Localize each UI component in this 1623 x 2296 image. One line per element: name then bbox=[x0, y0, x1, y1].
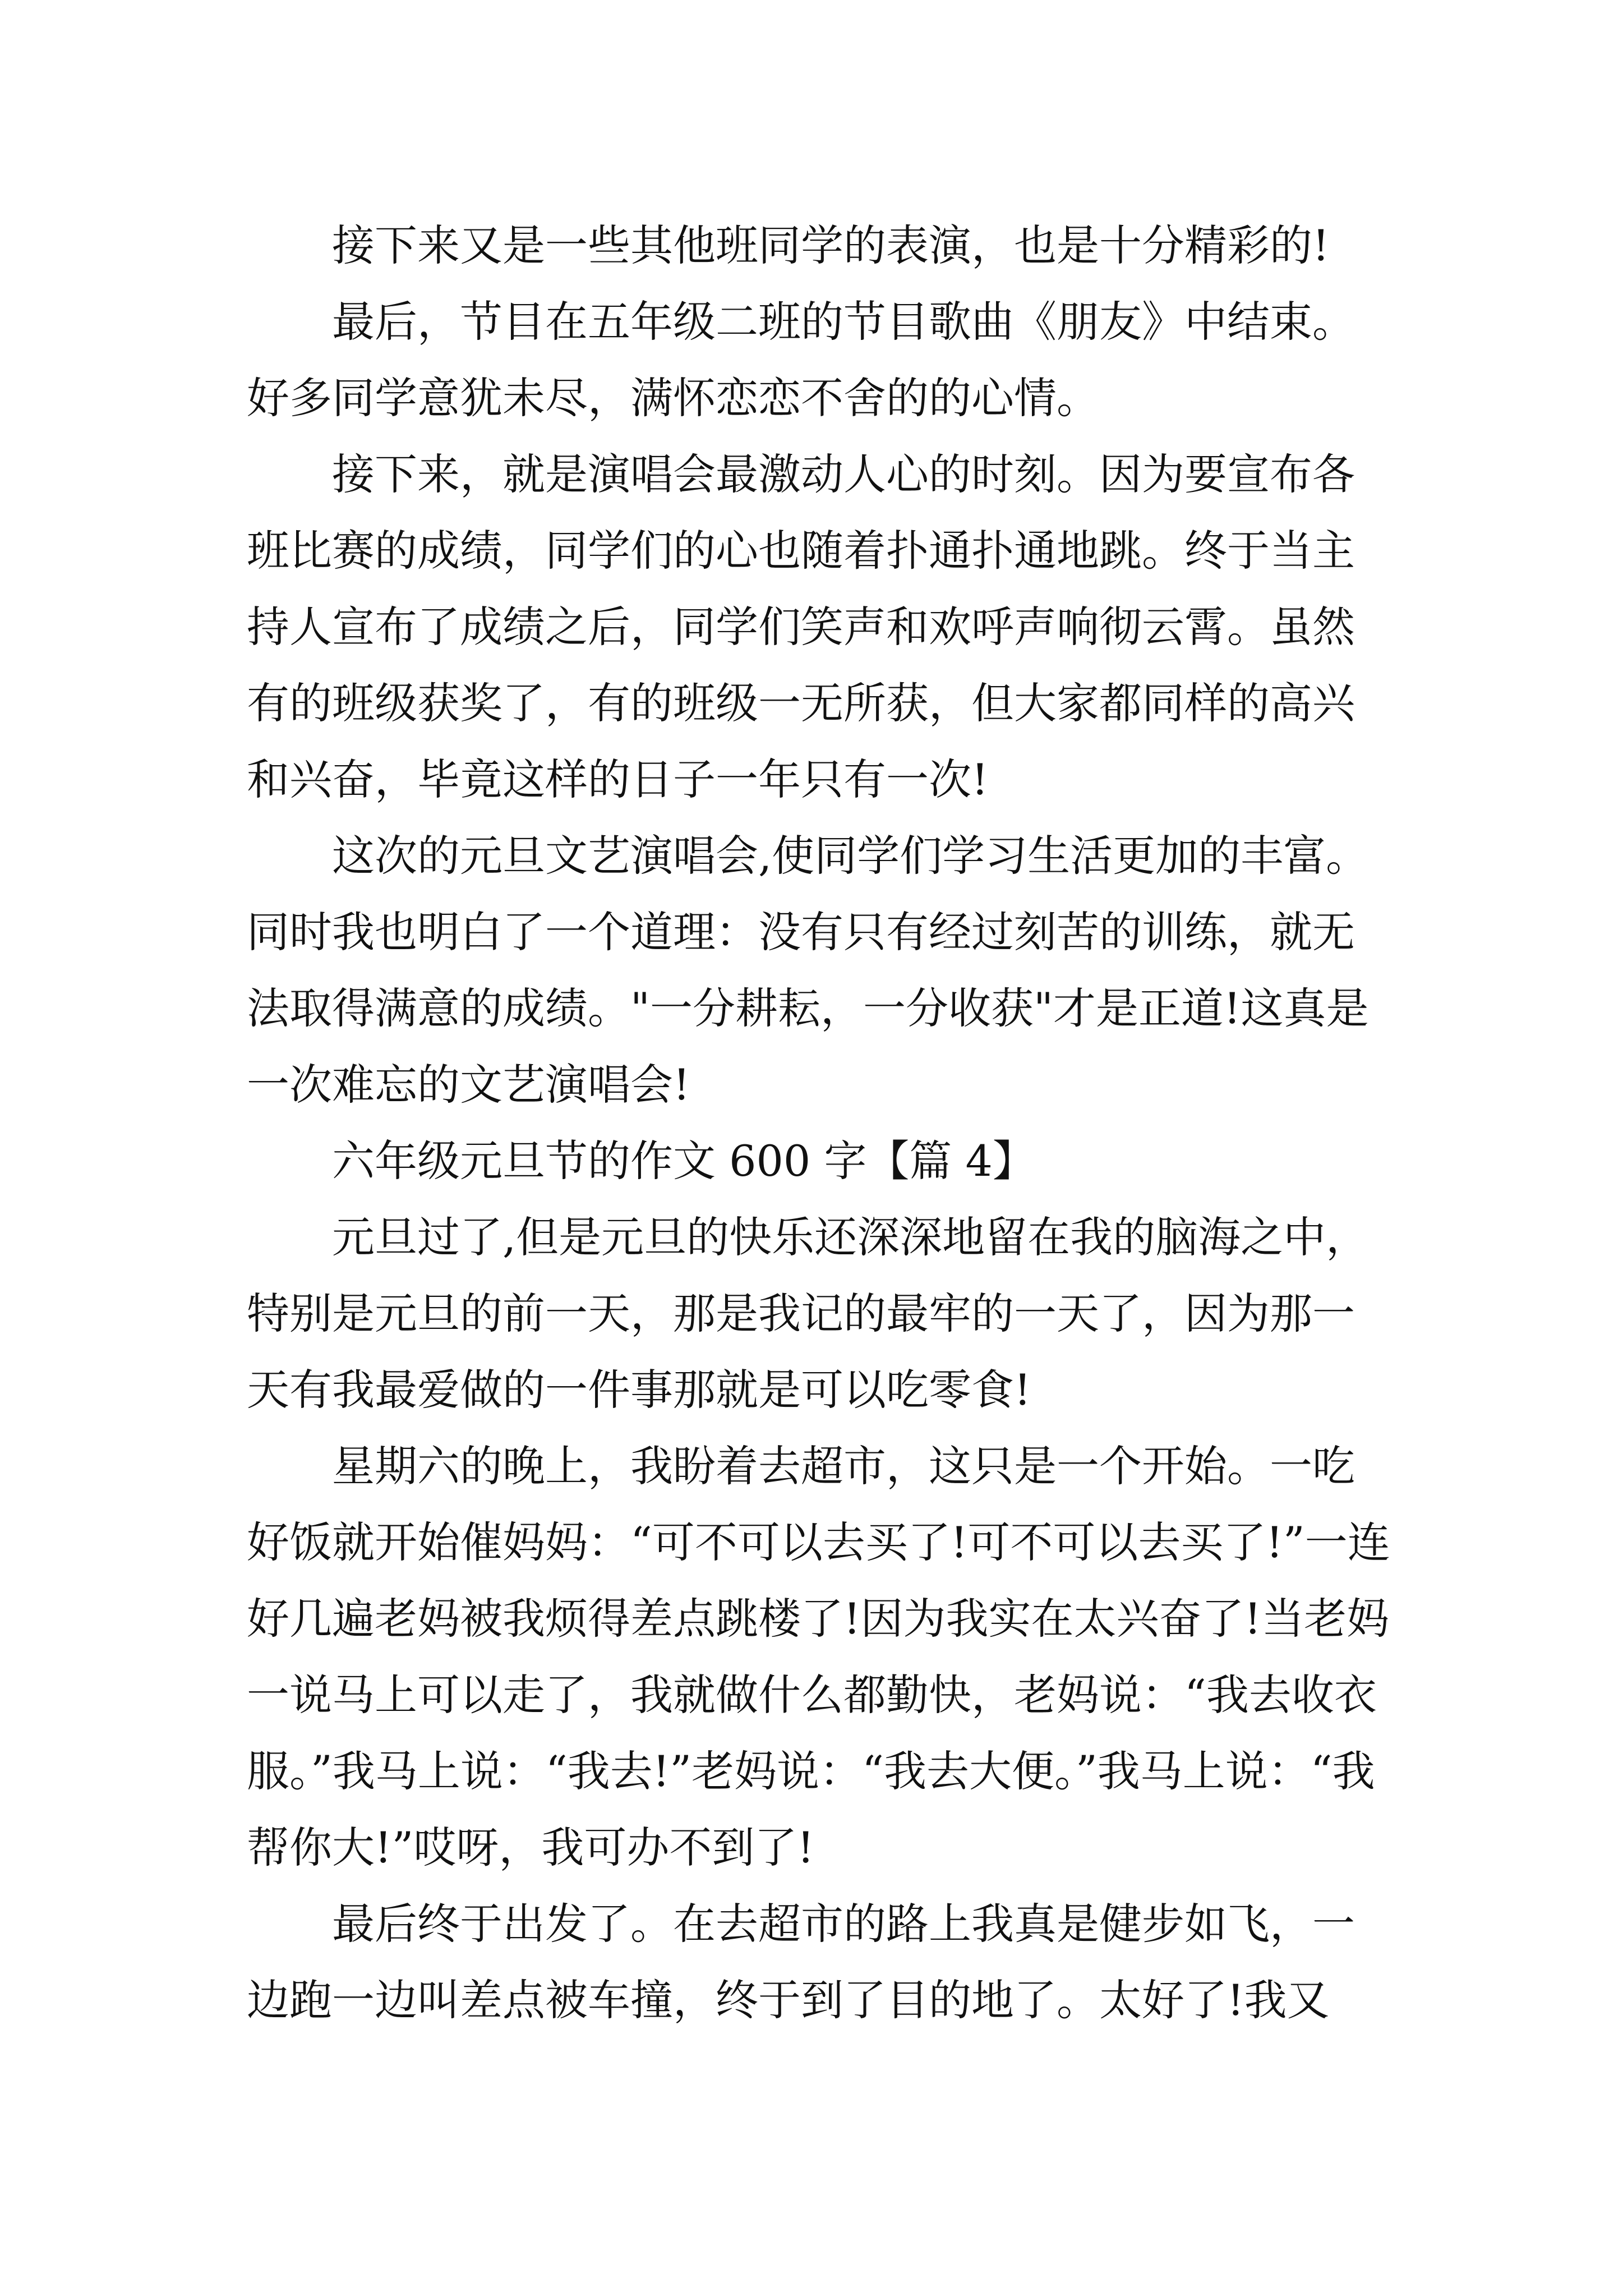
paragraph: 这次的元旦文艺演唱会,使同学们学习生活更加的丰富。同时我也明白了一个道理：没有只有经过刻苦的训练，就无法取得满意的成绩。"一分耕耘，一分收获"才是正道!这真是一次难忘的文艺演唱会! bbox=[247, 831, 1369, 1110]
section-heading: 六年级元旦节的作文 600 字【篇 4】 bbox=[332, 1136, 1035, 1186]
paragraph: 最后终于出发了。在去超市的路上我真是健步如飞，一边跑一边叫差点被车撞，终于到了目的地了。太好了!我又 bbox=[247, 1899, 1355, 2025]
body-text bbox=[247, 208, 1391, 2039]
paragraph: 最后，节目在五年级二班的节目歌曲《朋友》中结束。好多同学意犹未尽，满怀恋恋不舍的的心情。 bbox=[247, 297, 1355, 423]
paragraph: 元旦过了,但是元旦的快乐还深深地留在我的脑海之中，特别是元旦的前一天，那是我记的最牢的一天了，因为那一天有我最爱做的一件事那就是可以吃零食! bbox=[247, 1212, 1369, 1415]
paragraph: 接下来又是一些其他班同学的表演，也是十分精彩的! bbox=[332, 220, 1330, 270]
paragraph: 接下来，就是演唱会最激动人心的时刻。因为要宣布各班比赛的成绩，同学们的心也随着扑通扑通地跳。终于当主持人宣布了成绩之后，同学们笑声和欢呼声响彻云霄。虽然有的班级获奖了，有的班级一无所获，但大家都同样的高兴和兴奋，毕竟这样的日子一年只有一次! bbox=[247, 449, 1355, 804]
paragraph: 星期六的晚上，我盼着去超市，这只是一个开始。一吃好饭就开始催妈妈：“可不可以去买了!可不可以去买了!”一连好几遍老妈被我烦得差点跳楼了!因为我实在太兴奋了!当老妈一说马上可以走了，我就做什么都勤快，老妈说：“我去收衣服。”我马上说：“我去!”老妈说：“我去大便。”我马上说：“我帮你大!”哎呀，我可办不到了! bbox=[247, 1441, 1390, 1872]
